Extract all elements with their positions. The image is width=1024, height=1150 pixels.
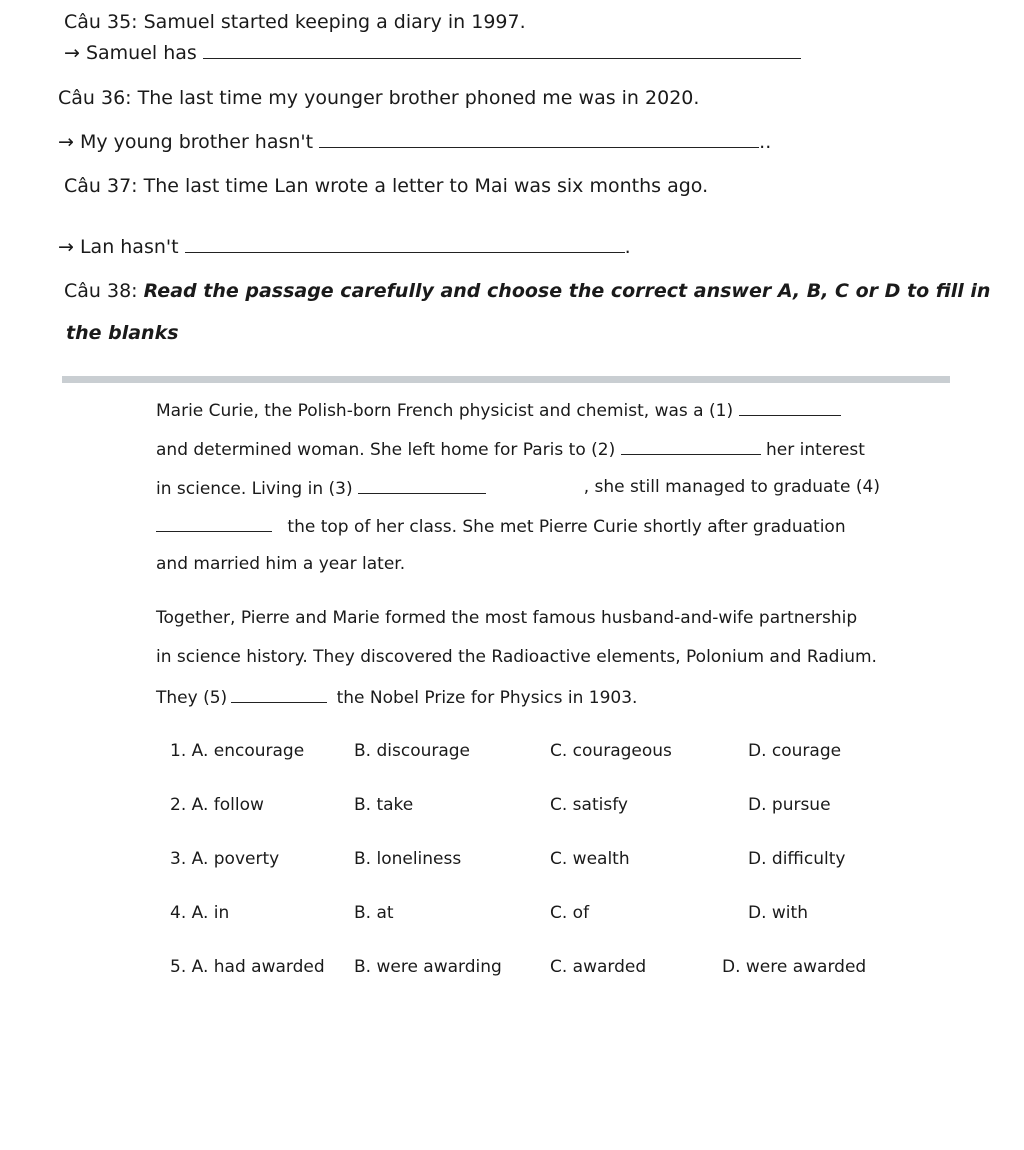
question-37 xyxy=(64,174,708,198)
question-35 xyxy=(64,10,526,34)
passage-text: her interest xyxy=(766,440,865,460)
question-36 xyxy=(58,86,699,110)
passage-text: , she still managed to graduate (4) xyxy=(583,477,880,497)
question-37-prompt: → Lan hasn't xyxy=(58,236,179,258)
question-36-prompt: → My young brother hasn't xyxy=(58,131,314,153)
passage-text: They (5) xyxy=(156,688,228,708)
question-37-label: Câu 37: xyxy=(64,175,138,197)
option-2c[interactable]: C. satisfy xyxy=(550,795,628,815)
option-5a[interactable]: 5. A. had awarded xyxy=(170,957,325,977)
question-35-answer-line xyxy=(64,40,801,65)
passage-text: in science. Living in (3) xyxy=(156,479,353,499)
option-4a[interactable]: 4. A. in xyxy=(170,903,230,923)
option-5d[interactable]: D. were awarded xyxy=(722,957,867,977)
option-1a[interactable]: 1. A. encourage xyxy=(170,741,305,761)
question-35-prompt: → Samuel has xyxy=(64,42,197,64)
answer-blank-36[interactable] xyxy=(319,129,759,148)
passage-line-8 xyxy=(156,684,637,710)
passage-text: Marie Curie, the Polish-born French physicist and chemist, was a (1) xyxy=(156,401,734,421)
answer-blank-37[interactable] xyxy=(185,234,625,253)
question-37-sentence: The last time Lan wrote a letter to Mai was six months ago. xyxy=(143,175,709,197)
option-2b[interactable]: B. take xyxy=(354,795,414,815)
option-4c[interactable]: C. of xyxy=(550,903,590,923)
passage-blank-1[interactable] xyxy=(739,397,841,416)
option-4d[interactable]: D. with xyxy=(748,903,808,923)
question-38 xyxy=(64,279,990,303)
option-3d[interactable]: D. difficulty xyxy=(748,849,846,869)
question-36-end: .. xyxy=(759,131,772,153)
question-38-instruction: Read the passage carefully and choose the correct answer A, B, C or D to fill in xyxy=(143,280,991,302)
option-1b[interactable]: B. discourage xyxy=(354,741,471,761)
question-36-answer-line xyxy=(58,129,771,154)
passage-text: the Nobel Prize for Physics in 1903. xyxy=(336,688,638,708)
passage-line-1 xyxy=(156,397,841,423)
option-5c[interactable]: C. awarded xyxy=(550,957,647,977)
question-37-end: . xyxy=(624,236,631,258)
question-38-instruction-cont: the blanks xyxy=(66,322,179,344)
answer-blank-35[interactable] xyxy=(203,40,801,59)
passage-line-5: and married him a year later. xyxy=(156,554,406,574)
section-divider xyxy=(62,376,950,383)
passage-line-7: in science history. They discovered the Radioactive elements, Polonium and Radium. xyxy=(156,647,877,667)
option-1d[interactable]: D. courage xyxy=(748,741,842,761)
passage-blank-2[interactable] xyxy=(621,436,761,455)
passage-line-4 xyxy=(156,513,846,539)
question-38-label: Câu 38: xyxy=(64,280,138,302)
option-4b[interactable]: B. at xyxy=(354,903,394,923)
option-3b[interactable]: B. loneliness xyxy=(354,849,462,869)
passage-blank-4[interactable] xyxy=(156,513,272,532)
passage-blank-5[interactable] xyxy=(231,684,327,703)
question-36-label: Câu 36: xyxy=(58,87,132,109)
passage-blank-3[interactable] xyxy=(358,475,486,494)
question-37-answer-line xyxy=(58,234,631,259)
question-35-sentence: Samuel started keeping a diary in 1997. xyxy=(143,11,526,33)
option-3a[interactable]: 3. A. poverty xyxy=(170,849,280,869)
passage-text: and determined woman. She left home for Paris to (2) xyxy=(156,440,616,460)
option-2d[interactable]: D. pursue xyxy=(748,795,831,815)
passage-text: the top of her class. She met Pierre Curie shortly after graduation xyxy=(287,517,846,537)
passage-line-2 xyxy=(156,436,865,462)
option-2a[interactable]: 2. A. follow xyxy=(170,795,264,815)
question-35-label: Câu 35: xyxy=(64,11,138,33)
option-5b[interactable]: B. were awarding xyxy=(354,957,502,977)
passage-line-3 xyxy=(156,475,880,501)
question-36-sentence: The last time my younger brother phoned me was in 2020. xyxy=(137,87,700,109)
passage-line-6: Together, Pierre and Marie formed the most famous husband-and-wife partnership xyxy=(156,608,858,628)
option-1c[interactable]: C. courageous xyxy=(550,741,672,761)
option-3c[interactable]: C. wealth xyxy=(550,849,630,869)
